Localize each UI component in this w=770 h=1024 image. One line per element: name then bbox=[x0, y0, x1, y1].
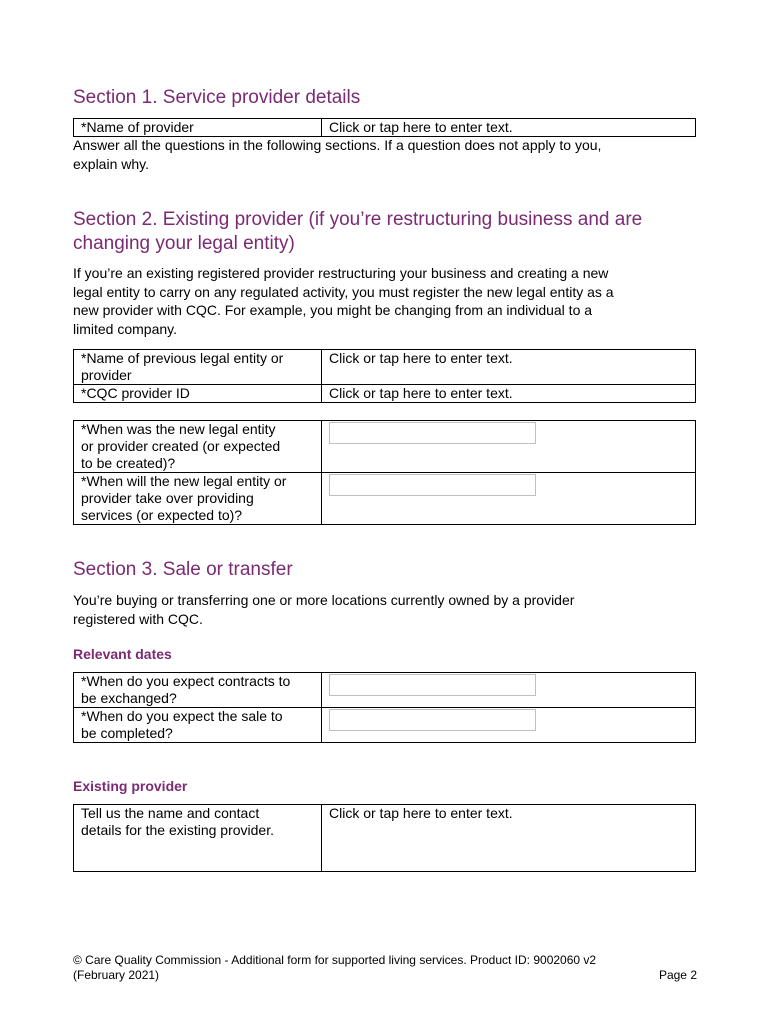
cqc-provider-id-field[interactable]: Click or tap here to enter text. bbox=[322, 385, 696, 403]
section2-para-line: If you’re an existing registered provider restructuring your business and creating a new bbox=[73, 265, 609, 281]
existing-provider-heading: Existing provider bbox=[73, 778, 188, 794]
provider-name-field[interactable]: Click or tap here to enter text. bbox=[322, 119, 696, 137]
section3-heading: Section 3. Sale or transfer bbox=[73, 559, 293, 580]
label-line: to be created)? bbox=[81, 455, 176, 471]
section3-para-line: registered with CQC. bbox=[73, 610, 203, 627]
page-number: Page 2 bbox=[658, 968, 697, 982]
provider-name-label: *Name of provider bbox=[74, 119, 322, 137]
entity-created-date-field[interactable] bbox=[329, 422, 536, 444]
contracts-exchanged-label bbox=[74, 673, 322, 708]
label-line: provider take over providing bbox=[81, 490, 254, 506]
relevant-dates-table bbox=[73, 672, 696, 743]
section3-para-line: You’re buying or transferring one or more locations currently owned by a provider bbox=[73, 592, 575, 608]
label-line: *When do you expect contracts to bbox=[81, 673, 291, 689]
entity-takeover-label bbox=[74, 473, 322, 525]
previous-entity-field[interactable]: Click or tap here to enter text. bbox=[322, 350, 696, 385]
label-line: be completed? bbox=[81, 725, 173, 741]
section2-heading-line-2: changing your legal entity) bbox=[73, 233, 295, 254]
section2-heading bbox=[73, 208, 642, 256]
instruction-line-1: Answer all the questions in the following sections. If a question does not apply to you, bbox=[73, 137, 602, 153]
new-entity-dates-table bbox=[73, 420, 696, 525]
footer-text bbox=[73, 953, 596, 983]
section2-para-line: new provider with CQC. For example, you might be changing from an individual to a bbox=[73, 302, 593, 318]
label-line: or provider created (or expected bbox=[81, 438, 281, 454]
contracts-exchanged-cell bbox=[322, 673, 696, 708]
section3-paragraph bbox=[73, 591, 574, 628]
entity-takeover-cell bbox=[322, 473, 696, 525]
section2-para-line: legal entity to carry on any regulated activity, you must register the new legal entity as a bbox=[73, 283, 614, 300]
section1-heading: Section 1. Service provider details bbox=[73, 87, 361, 108]
label-line: *When will the new legal entity or bbox=[81, 473, 287, 489]
label-line: be exchanged? bbox=[81, 690, 177, 706]
label-line: services (or expected to)? bbox=[81, 507, 243, 523]
contracts-exchanged-date-field[interactable] bbox=[329, 674, 536, 696]
entity-takeover-date-field[interactable] bbox=[329, 474, 536, 496]
cqc-provider-id-label: *CQC provider ID bbox=[74, 385, 322, 403]
section1-instruction bbox=[73, 136, 601, 173]
entity-created-cell bbox=[322, 421, 696, 473]
label-line: details for the existing provider. bbox=[81, 822, 274, 838]
label-line: *Name of previous legal entity or bbox=[81, 350, 284, 366]
label-line: *When do you expect the sale to bbox=[81, 708, 283, 724]
existing-provider-label bbox=[74, 805, 322, 872]
footer-line-2: (February 2021) bbox=[73, 968, 160, 982]
previous-entity-table bbox=[73, 349, 696, 403]
section2-paragraph bbox=[73, 264, 614, 338]
previous-entity-label bbox=[74, 350, 322, 385]
existing-provider-field[interactable]: Click or tap here to enter text. bbox=[322, 805, 696, 872]
footer-line-1: © Care Quality Commission - Additional form for supported living services. Product ID: 9002060 v2 bbox=[73, 953, 597, 967]
sale-completed-date-field[interactable] bbox=[329, 709, 536, 731]
label-line: provider bbox=[81, 367, 132, 383]
sale-completed-label bbox=[74, 708, 322, 743]
relevant-dates-heading: Relevant dates bbox=[73, 646, 172, 662]
sale-completed-cell bbox=[322, 708, 696, 743]
label-line: Tell us the name and contact bbox=[81, 805, 260, 821]
section2-para-line: limited company. bbox=[73, 320, 178, 337]
section2-heading-line-1: Section 2. Existing provider (if you’re restructuring business and are bbox=[73, 209, 643, 230]
section1-table bbox=[73, 118, 696, 137]
entity-created-label bbox=[74, 421, 322, 473]
label-line: *When was the new legal entity bbox=[81, 421, 276, 437]
instruction-line-2: explain why. bbox=[73, 155, 150, 172]
existing-provider-table bbox=[73, 804, 696, 872]
